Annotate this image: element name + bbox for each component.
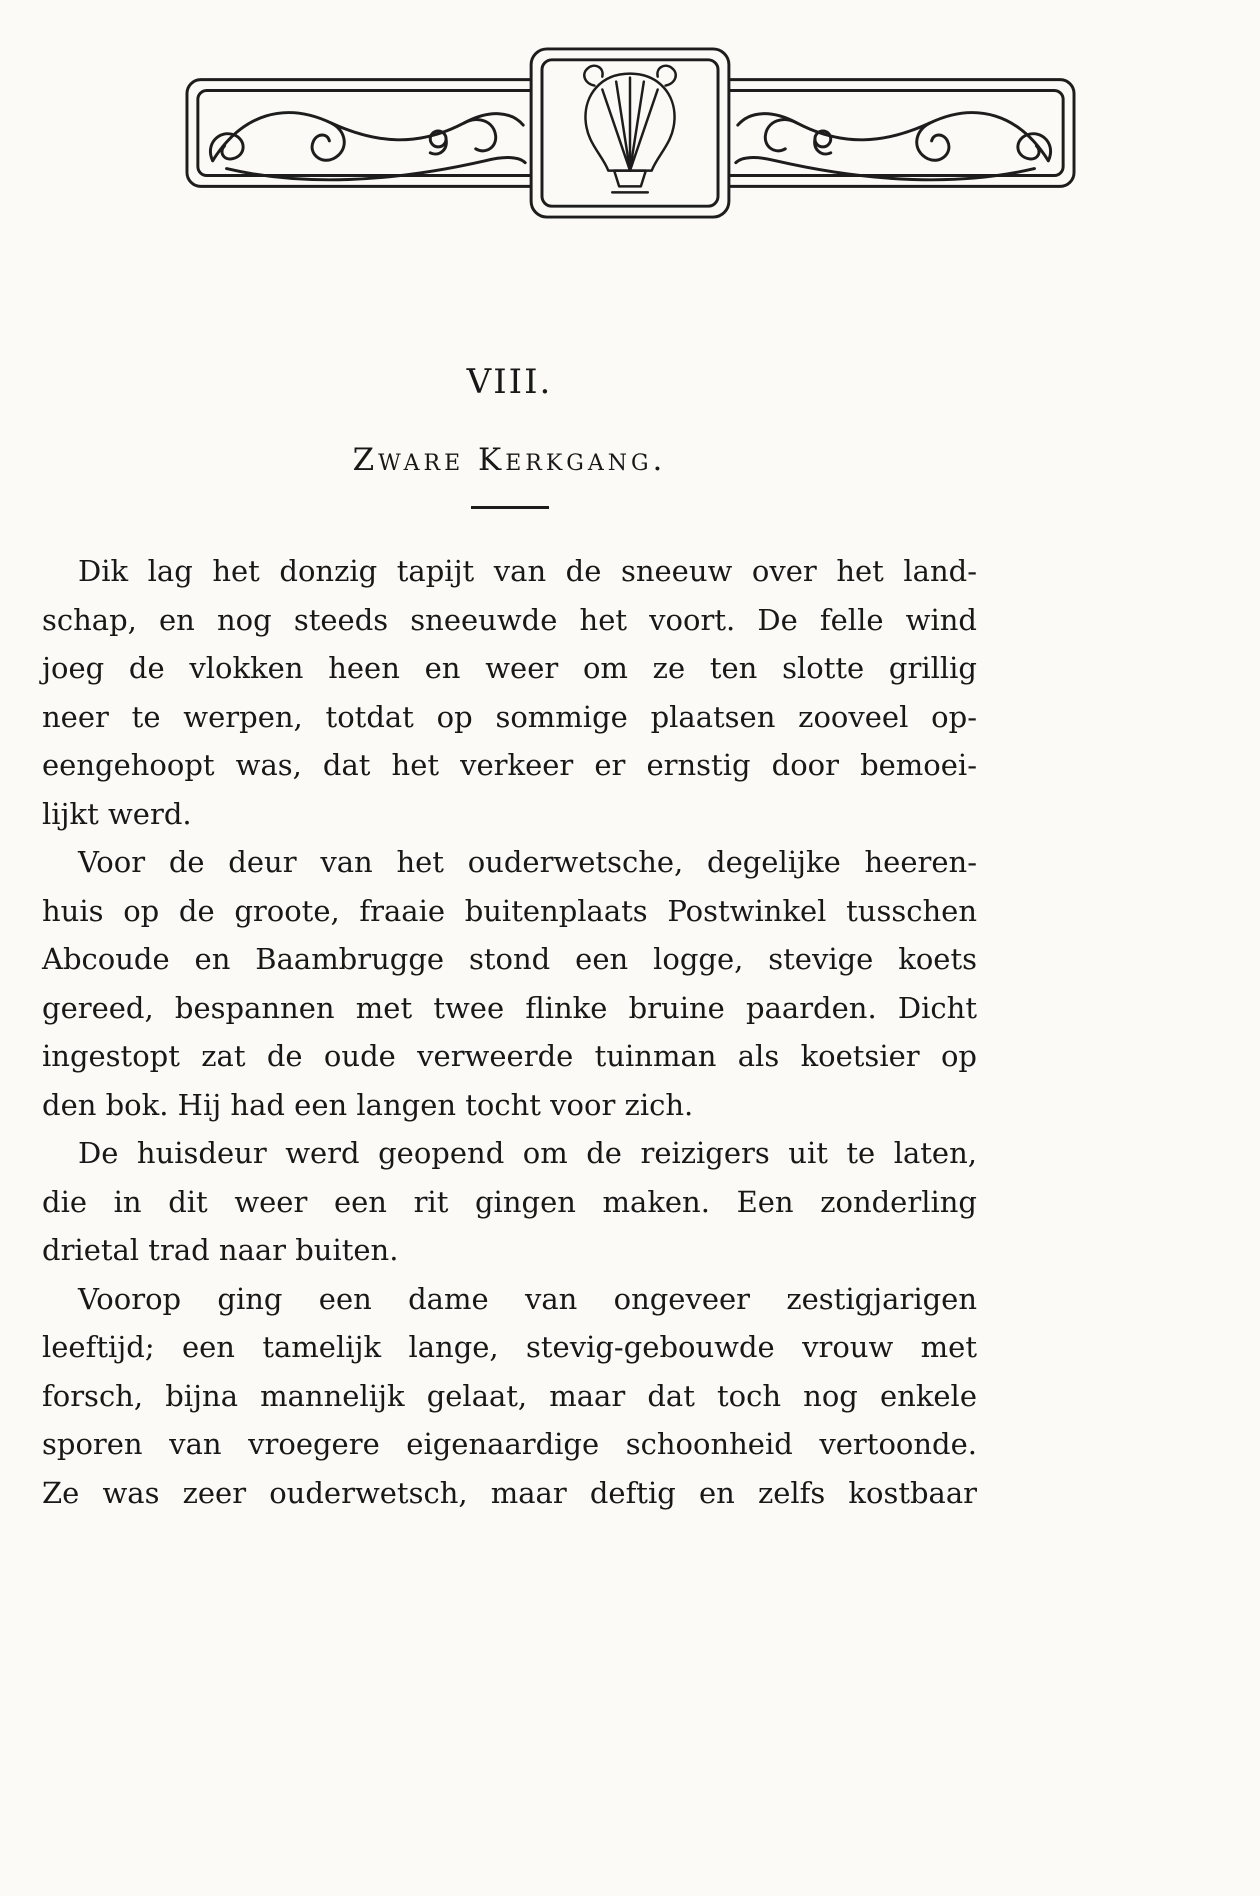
- text-line: Voorop ging een dame van ongeveer zestigjarigen: [78, 1281, 977, 1316]
- chapter-title: Zware Kerkgang.: [352, 442, 667, 478]
- text-line: die in dit weer een rit gingen maken. Een zonderling: [42, 1184, 977, 1219]
- text-line: De huisdeur werd geopend om de reizigers uit te laten,: [78, 1136, 977, 1170]
- text-line: Voor de deur van het ouderwetsche, degelijke heeren-: [78, 845, 977, 879]
- title-divider: [471, 506, 549, 509]
- text-line: huis op de groote, fraaie buitenplaats Postwinkel tusschen: [42, 893, 977, 928]
- text-line: Abcoude en Baambrugge stond een logge, stevige koets: [42, 942, 977, 976]
- text-column: [42, 362, 977, 1517]
- text-line: ingestopt zat de oude verweerde tuinman als koetsier op: [42, 1039, 977, 1073]
- body-text: [42, 547, 977, 1517]
- text-line: eengehoopt was, dat het verkeer er ernstig door bemoei-: [42, 748, 977, 782]
- paragraph: [42, 838, 977, 1129]
- text-line: drietal trad naar buiten.: [42, 1233, 399, 1267]
- text-line: leeftijd; een tamelijk lange, stevig-gebouwde vrouw met: [42, 1330, 977, 1364]
- text-line: gereed, bespannen met twee flinke bruine paarden. Dicht: [42, 990, 977, 1025]
- text-line: neer te werpen, totdat op sommige plaatsen zooveel op-: [42, 699, 977, 734]
- text-line: forsch, bijna mannelijk gelaat, maar dat toch nog enkele: [42, 1378, 977, 1413]
- header-ornament: [178, 44, 1083, 222]
- text-line: joeg de vlokken heen en weer om ze ten slotte grillig: [42, 651, 977, 685]
- text-line: den bok. Hij had een langen tocht voor zich.: [42, 1087, 694, 1122]
- text-line: schap, en nog steeds sneeuwde het voort. De felle wind: [42, 602, 977, 637]
- paragraph: [42, 1275, 977, 1518]
- text-line: Ze was zeer ouderwetsch, maar deftig en zelfs kostbaar: [42, 1475, 977, 1510]
- paragraph: [42, 547, 977, 838]
- ornament-right-flourish: [735, 113, 1050, 180]
- paragraph: [42, 1129, 977, 1275]
- ornament-left-flourish: [210, 113, 525, 180]
- chapter-number: VIII.: [466, 362, 553, 402]
- book-page: [0, 44, 1260, 1896]
- text-line: Dik lag het donzig tapijt van de sneeuw over het land-: [78, 554, 977, 588]
- text-line: sporen van vroegere eigenaardige schoonheid vertoonde.: [42, 1427, 977, 1461]
- text-line: lijkt werd.: [42, 796, 192, 831]
